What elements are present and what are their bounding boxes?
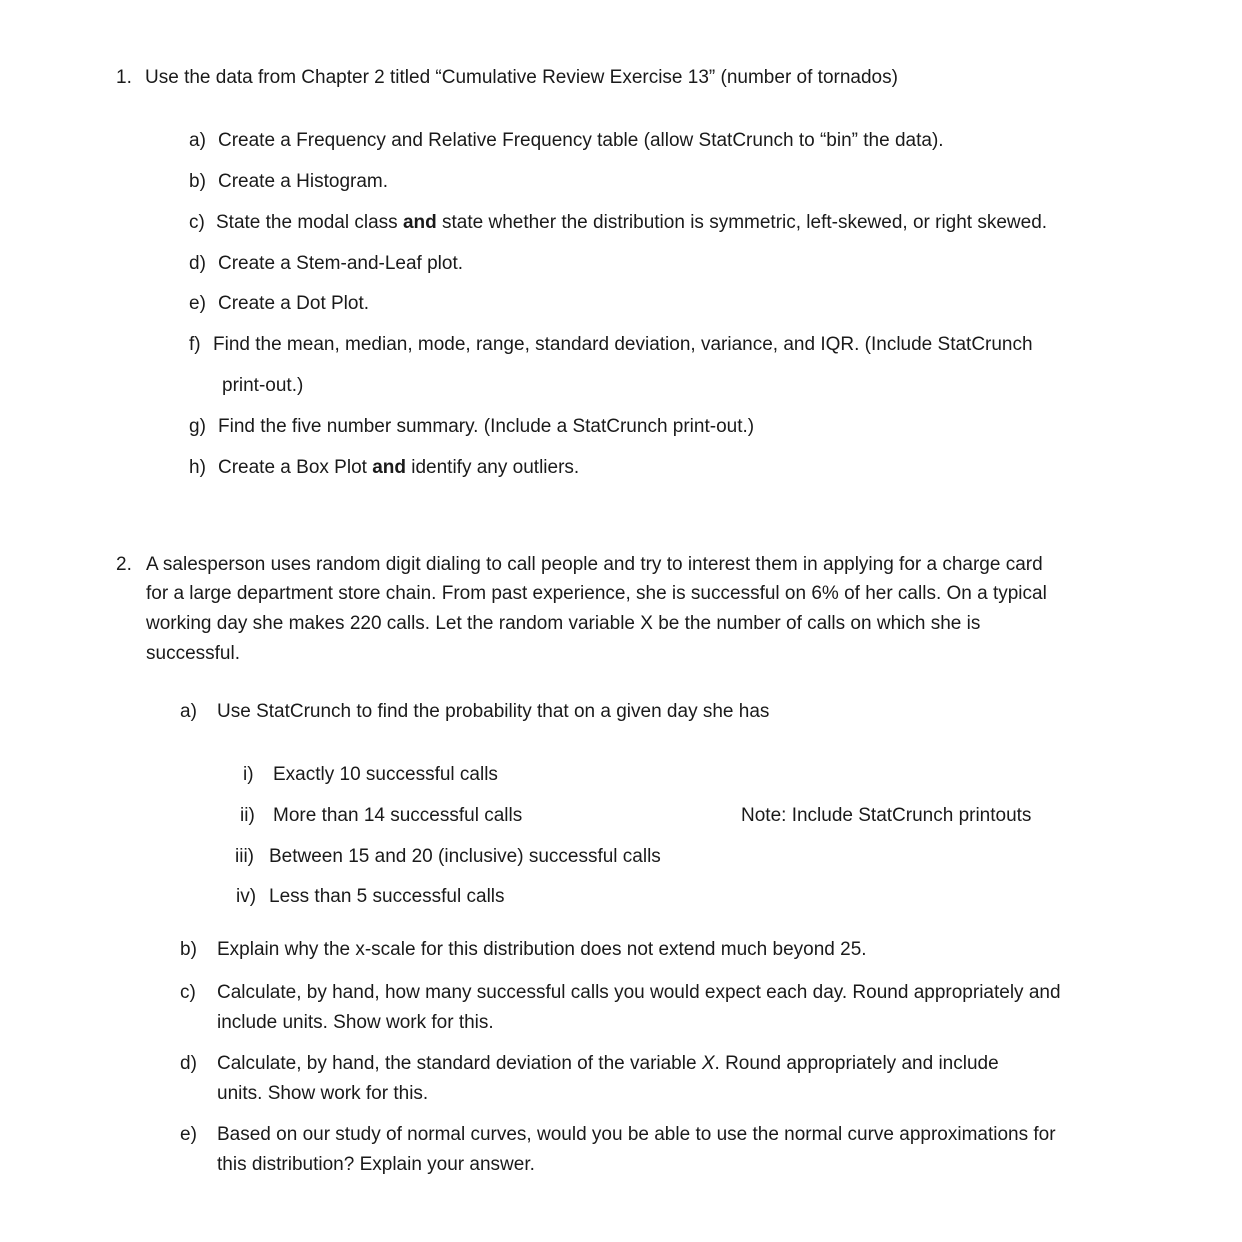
q2-line-3: working day she makes 220 calls. Let the random variable X be the number of calls on which she is <box>146 613 981 634</box>
q1-number: 1. <box>116 67 132 88</box>
q1b-label: b) <box>189 171 206 192</box>
q2b-label: b) <box>180 939 197 960</box>
q2a-iii-text: Between 15 and 20 (inclusive) successful calls <box>269 846 661 867</box>
q2c-text-line2: include units. Show work for this. <box>217 1012 494 1033</box>
q2e-text-line2: this distribution? Explain your answer. <box>217 1154 535 1175</box>
q2c-label: c) <box>180 982 196 1003</box>
q2a-iv-text: Less than 5 successful calls <box>269 886 505 907</box>
q2e-text-line1: Based on our study of normal curves, would you be able to use the normal curve approximations for <box>217 1124 1056 1145</box>
q2a-iv-label: iv) <box>236 886 257 907</box>
q2c-text-line1: Calculate, by hand, how many successful calls you would expect each day. Round appropriately and <box>217 982 1061 1003</box>
q1f-text-line2: print-out.) <box>222 375 304 396</box>
q1a-label: a) <box>189 130 206 151</box>
q2d-text-line1: Calculate, by hand, the standard deviation of the variable X. Round appropriately and include <box>217 1053 999 1074</box>
q2b-text: Explain why the x-scale for this distribution does not extend much beyond 25. <box>217 939 867 960</box>
q2-line-1: A salesperson uses random digit dialing to call people and try to interest them in applying for a charge card <box>146 554 1043 575</box>
q1b-text: Create a Histogram. <box>218 171 389 192</box>
q1d-label: d) <box>189 253 206 274</box>
q1e-label: e) <box>189 293 206 314</box>
q1d-text: Create a Stem-and-Leaf plot. <box>218 253 464 274</box>
q2a-text: Use StatCrunch to find the probability that on a given day she has <box>217 701 770 722</box>
q1h-label: h) <box>189 457 206 478</box>
q2d-text-line2: units. Show work for this. <box>217 1083 429 1104</box>
q1c-label: c) <box>189 212 205 233</box>
q2a-ii-label: ii) <box>240 805 255 826</box>
q2-number: 2. <box>116 554 132 575</box>
q2-line-4: successful. <box>146 643 240 664</box>
q2-line-2: for a large department store chain. From past experience, she is successful on 6% of her calls. On a typical <box>146 583 1047 604</box>
q1h-text: Create a Box Plot and identify any outliers. <box>218 457 580 478</box>
q2a-i-label: i) <box>243 764 254 785</box>
q1g-text: Find the five number summary. (Include a StatCrunch print-out.) <box>218 416 755 437</box>
q2a-iii-label: iii) <box>235 846 254 867</box>
q1f-text-line1: Find the mean, median, mode, range, standard deviation, variance, and IQR. (Include StatCrunch <box>213 334 1033 355</box>
q1-text: Use the data from Chapter 2 titled “Cumulative Review Exercise 13” (number of tornados) <box>145 67 898 88</box>
q1g-label: g) <box>189 416 206 437</box>
q2a-label: a) <box>180 701 197 722</box>
q1e-text: Create a Dot Plot. <box>218 293 370 314</box>
q1c-text: State the modal class and state whether the distribution is symmetric, left-skewed, or right skewed. <box>216 212 1048 233</box>
q1a-text: Create a Frequency and Relative Frequency table (allow StatCrunch to “bin” the data). <box>218 130 944 151</box>
q2a-i-text: Exactly 10 successful calls <box>273 764 498 785</box>
q2d-label: d) <box>180 1053 197 1074</box>
q1f-label: f) <box>189 334 201 355</box>
q2a-note: Note: Include StatCrunch printouts <box>741 805 1032 826</box>
q2a-ii-text: More than 14 successful calls <box>273 805 523 826</box>
q2e-label: e) <box>180 1124 197 1145</box>
